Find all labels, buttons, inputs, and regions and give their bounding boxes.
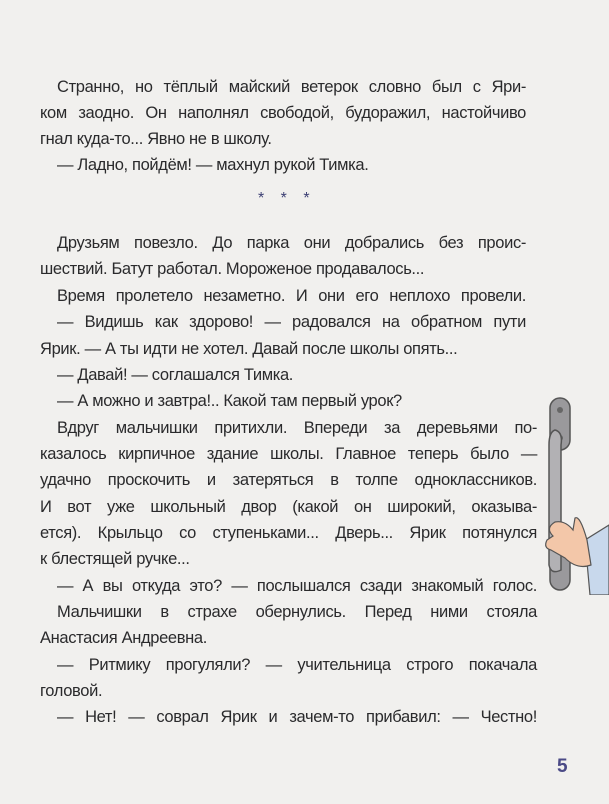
text-line: Анастасия Андреевна. (40, 629, 207, 647)
door-handle-illustration (535, 390, 609, 595)
door-handle-icon (549, 398, 570, 590)
page-number: 5 (557, 756, 568, 777)
text-line: Вдруг мальчишки притихли. Впереди за деревьями по- (57, 419, 537, 437)
section-separator: * * * (258, 190, 316, 207)
text-line: головой. (40, 682, 103, 700)
text-line: Ярик. — А ты идти не хотел. Давай после школы опять... (40, 340, 458, 358)
text-line: Друзьям повезло. До парка они добрались без проис- (57, 234, 526, 252)
text-line: — Нет! — соврал Ярик и зачем-то прибавил: — Честно! (57, 708, 537, 726)
text-line: — А вы откуда это? — послышался сзади знакомый голос. (57, 577, 537, 595)
text-line: Время пролетело незаметно. И они его неплохо провели. (57, 287, 526, 305)
text-line: ется). Крыльцо со ступеньками... Дверь... Ярик потянулся (40, 524, 537, 542)
text-line: — Видишь как здорово! — радовался на обратном пути (57, 313, 526, 331)
text-line: шествий. Батут работал. Мороженое продавалось... (40, 260, 425, 278)
text-line: — Ладно, пойдём! — махнул рукой Тимка. (57, 156, 369, 174)
text-line: казалось кирпичное здание школы. Главное теперь было — (40, 445, 537, 463)
text-line: гнал куда-то... Явно не в школу. (40, 130, 272, 148)
text-line: — А можно и завтра!.. Какой там первый урок? (57, 392, 402, 410)
text-line: — Давай! — соглашался Тимка. (57, 366, 294, 384)
text-line: — Ритмику прогуляли? — учительница строго покачала (57, 656, 537, 674)
text-line: ком заодно. Он наполнял свободой, будоражил, настойчиво (40, 104, 526, 122)
text-line: к блестящей ручке... (40, 550, 190, 568)
text-line: Странно, но тёплый майский ветерок словно был с Яри- (57, 78, 526, 96)
text-line: Мальчишки в страхе обернулись. Перед ними стояла (57, 603, 537, 621)
text-line: удачно проскочить и затеряться в толпе одноклассников. (40, 471, 537, 489)
text-line: И вот уже школьный двор (какой он широкий, оказыва- (40, 498, 537, 516)
